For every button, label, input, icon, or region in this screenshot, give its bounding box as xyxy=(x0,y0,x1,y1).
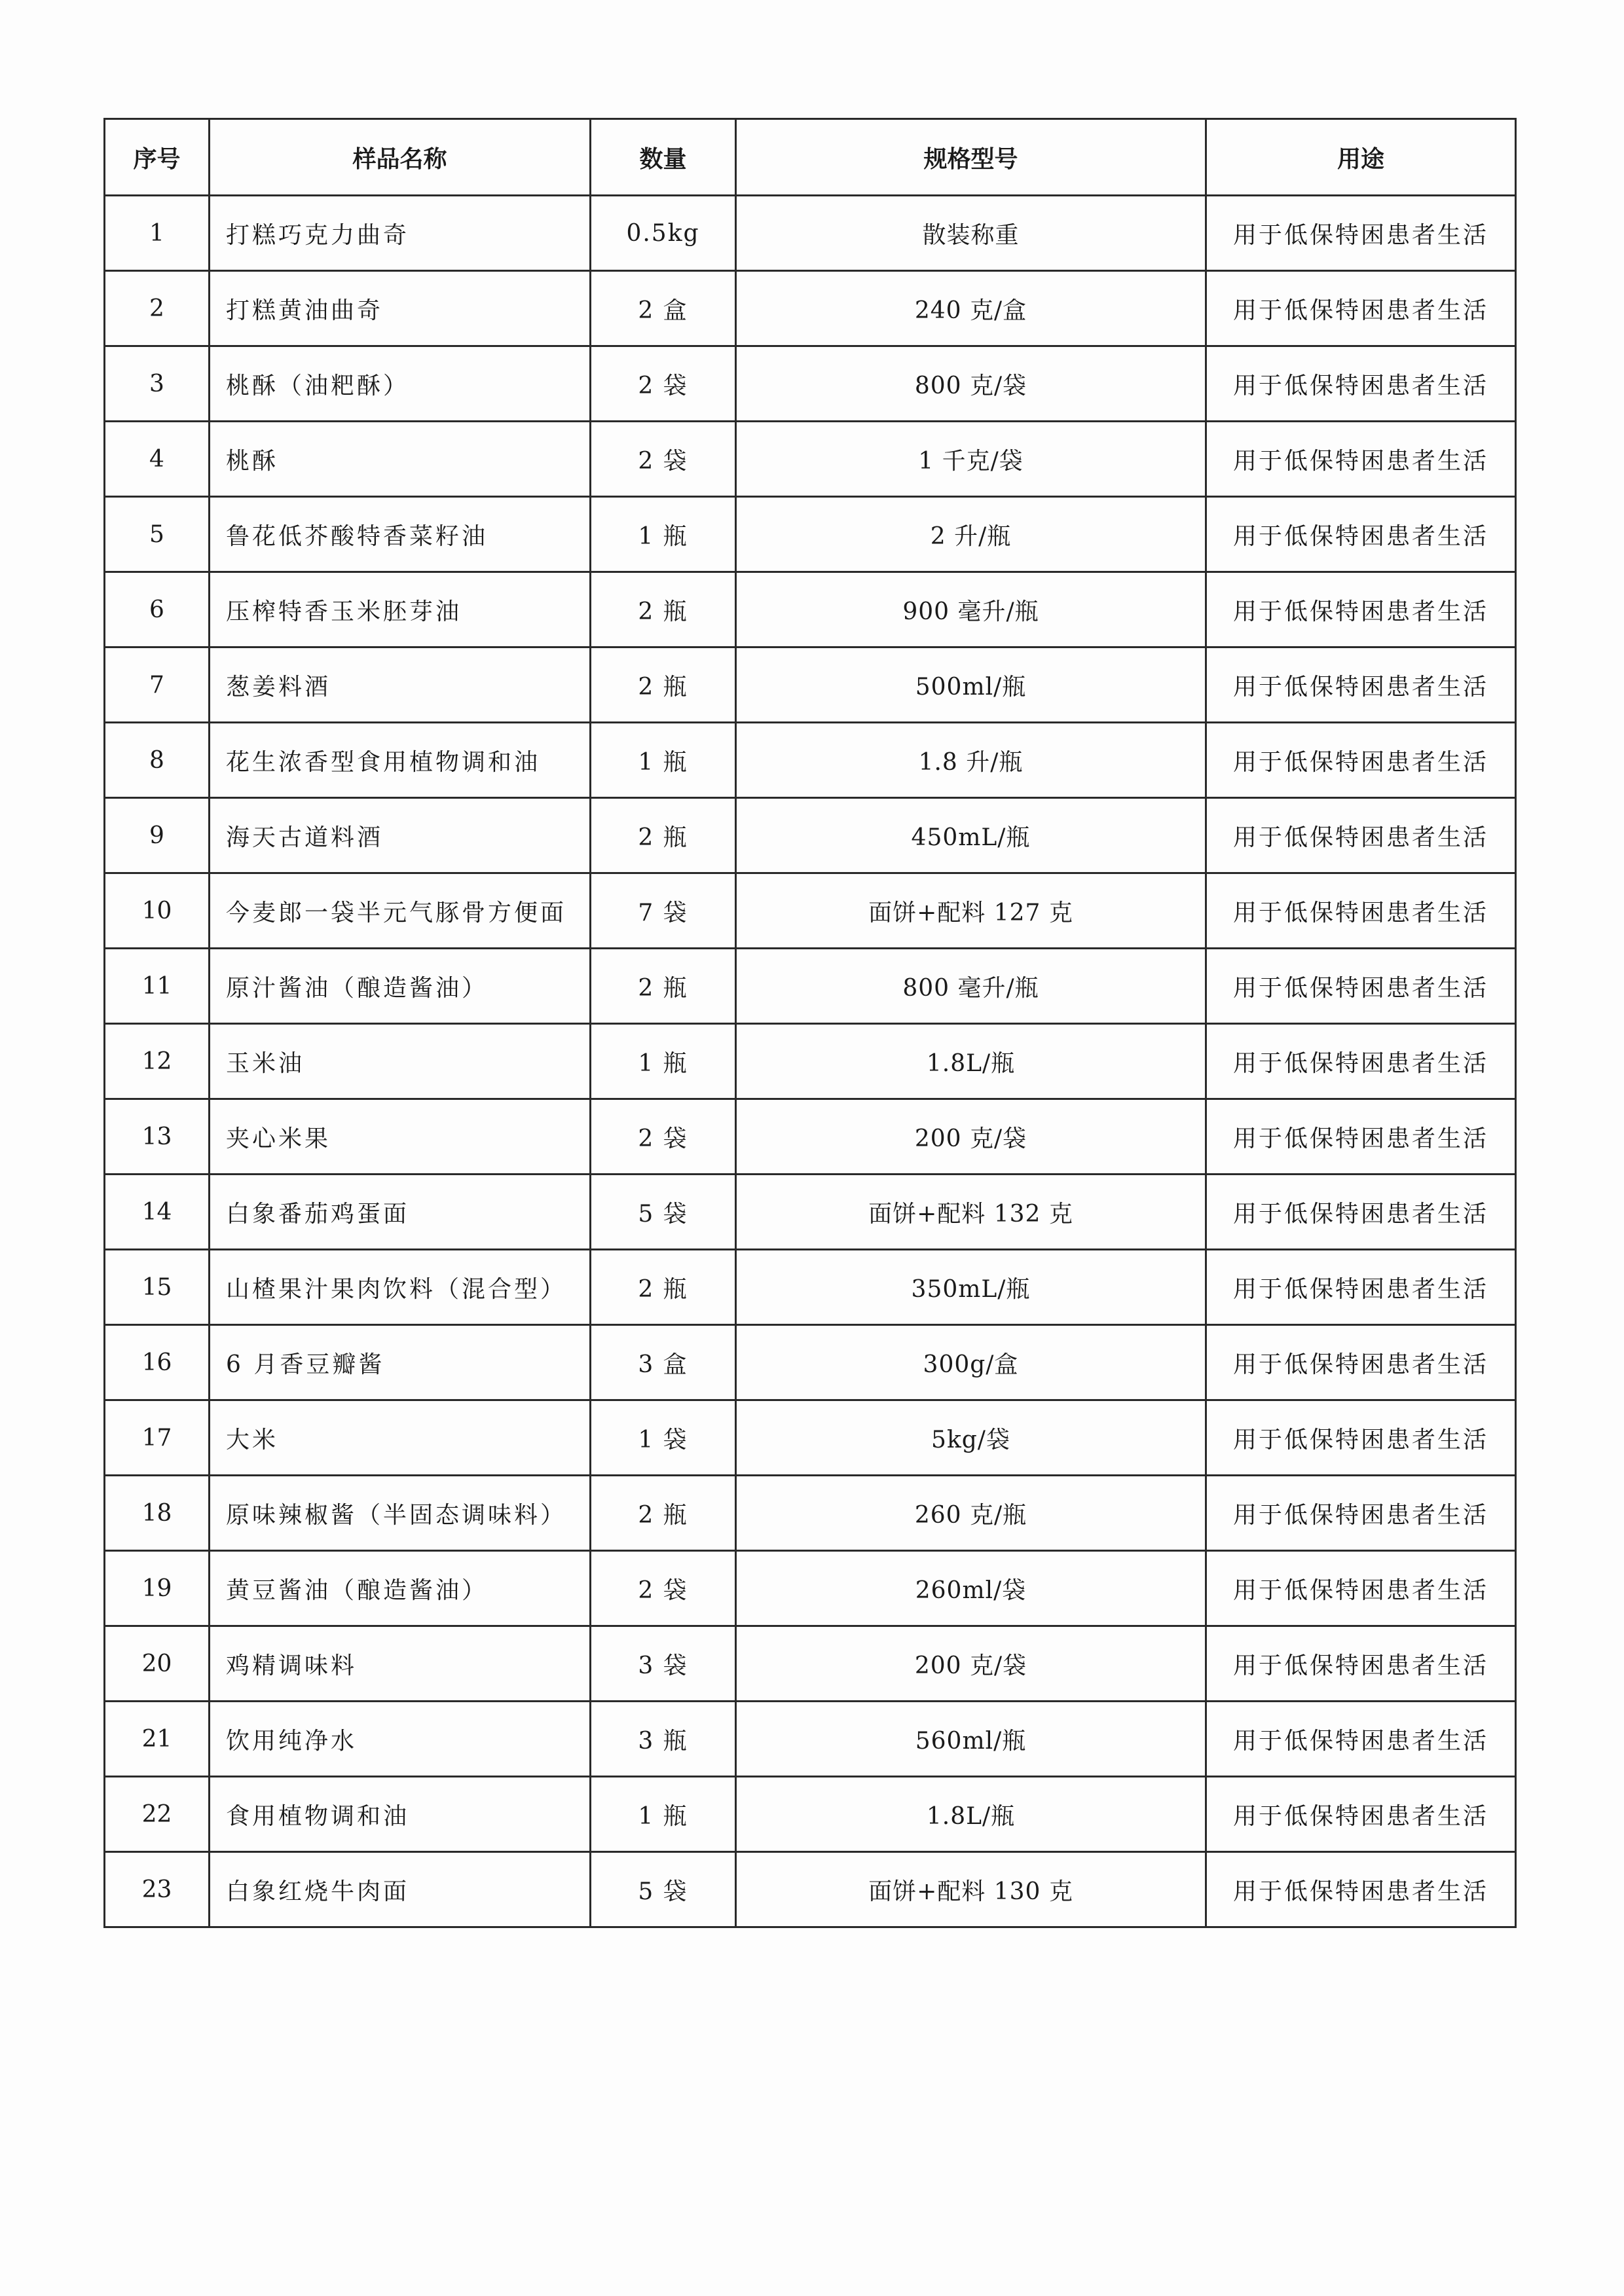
cell-index: 1 xyxy=(105,196,210,271)
table-row xyxy=(105,873,1516,949)
cell-sample-name: 打糕黄油曲奇 xyxy=(210,271,591,346)
cell-usage: 用于低保特困患者生活 xyxy=(1206,1551,1516,1626)
cell-quantity: 1 瓶 xyxy=(591,1024,736,1099)
table-row xyxy=(105,1099,1516,1175)
cell-quantity: 2 瓶 xyxy=(591,572,736,647)
cell-spec: 200 克/袋 xyxy=(736,1626,1206,1702)
cell-sample-name: 白象红烧牛肉面 xyxy=(210,1852,591,1927)
cell-index: 4 xyxy=(105,422,210,497)
table-row xyxy=(105,723,1516,798)
cell-spec: 450mL/瓶 xyxy=(736,798,1206,873)
table-row xyxy=(105,1551,1516,1626)
cell-usage: 用于低保特困患者生活 xyxy=(1206,1852,1516,1927)
table-row xyxy=(105,1476,1516,1551)
table-row xyxy=(105,647,1516,723)
cell-quantity: 3 盒 xyxy=(591,1325,736,1400)
cell-usage: 用于低保特困患者生活 xyxy=(1206,346,1516,422)
header-sample-name: 样品名称 xyxy=(210,119,591,196)
cell-spec: 350mL/瓶 xyxy=(736,1250,1206,1325)
cell-spec: 面饼+配料 127 克 xyxy=(736,873,1206,949)
cell-spec: 800 毫升/瓶 xyxy=(736,949,1206,1024)
cell-quantity: 1 瓶 xyxy=(591,1777,736,1852)
cell-spec: 1 千克/袋 xyxy=(736,422,1206,497)
header-usage: 用途 xyxy=(1206,119,1516,196)
cell-sample-name: 白象番茄鸡蛋面 xyxy=(210,1175,591,1250)
cell-quantity: 2 袋 xyxy=(591,422,736,497)
cell-quantity: 7 袋 xyxy=(591,873,736,949)
cell-sample-name: 原味辣椒酱（半固态调味料） xyxy=(210,1476,591,1551)
cell-index: 12 xyxy=(105,1024,210,1099)
table-row xyxy=(105,1626,1516,1702)
cell-spec: 面饼+配料 130 克 xyxy=(736,1852,1206,1927)
cell-sample-name: 桃酥 xyxy=(210,422,591,497)
cell-usage: 用于低保特困患者生活 xyxy=(1206,1777,1516,1852)
cell-sample-name: 今麦郎一袋半元气豚骨方便面 xyxy=(210,873,591,949)
cell-usage: 用于低保特困患者生活 xyxy=(1206,1175,1516,1250)
cell-sample-name: 海天古道料酒 xyxy=(210,798,591,873)
cell-usage: 用于低保特困患者生活 xyxy=(1206,723,1516,798)
cell-quantity: 1 瓶 xyxy=(591,497,736,572)
cell-spec: 560ml/瓶 xyxy=(736,1702,1206,1777)
cell-sample-name: 鸡精调味料 xyxy=(210,1626,591,1702)
header-spec: 规格型号 xyxy=(736,119,1206,196)
cell-spec: 800 克/袋 xyxy=(736,346,1206,422)
table-row xyxy=(105,1702,1516,1777)
cell-quantity: 2 瓶 xyxy=(591,1250,736,1325)
cell-quantity: 1 瓶 xyxy=(591,723,736,798)
cell-usage: 用于低保特困患者生活 xyxy=(1206,1626,1516,1702)
cell-usage: 用于低保特困患者生活 xyxy=(1206,1702,1516,1777)
cell-index: 13 xyxy=(105,1099,210,1175)
table-body xyxy=(105,196,1516,1927)
header-index: 序号 xyxy=(105,119,210,196)
cell-index: 18 xyxy=(105,1476,210,1551)
cell-quantity: 1 袋 xyxy=(591,1400,736,1476)
cell-sample-name: 6 月香豆瓣酱 xyxy=(210,1325,591,1400)
cell-quantity: 2 袋 xyxy=(591,1551,736,1626)
table-row xyxy=(105,422,1516,497)
cell-usage: 用于低保特困患者生活 xyxy=(1206,497,1516,572)
cell-sample-name: 葱姜料酒 xyxy=(210,647,591,723)
cell-quantity: 0.5kg xyxy=(591,196,736,271)
cell-sample-name: 大米 xyxy=(210,1400,591,1476)
cell-index: 11 xyxy=(105,949,210,1024)
cell-usage: 用于低保特困患者生活 xyxy=(1206,271,1516,346)
cell-spec: 200 克/袋 xyxy=(736,1099,1206,1175)
cell-quantity: 2 袋 xyxy=(591,346,736,422)
cell-spec: 1.8L/瓶 xyxy=(736,1024,1206,1099)
cell-index: 2 xyxy=(105,271,210,346)
cell-sample-name: 鲁花低芥酸特香菜籽油 xyxy=(210,497,591,572)
cell-spec: 散装称重 xyxy=(736,196,1206,271)
cell-spec: 300g/盒 xyxy=(736,1325,1206,1400)
cell-spec: 240 克/盒 xyxy=(736,271,1206,346)
cell-usage: 用于低保特困患者生活 xyxy=(1206,196,1516,271)
cell-quantity: 2 袋 xyxy=(591,1099,736,1175)
cell-usage: 用于低保特困患者生活 xyxy=(1206,572,1516,647)
cell-index: 22 xyxy=(105,1777,210,1852)
cell-quantity: 3 瓶 xyxy=(591,1702,736,1777)
cell-index: 14 xyxy=(105,1175,210,1250)
cell-sample-name: 桃酥（油粑酥） xyxy=(210,346,591,422)
cell-quantity: 5 袋 xyxy=(591,1175,736,1250)
cell-index: 10 xyxy=(105,873,210,949)
table-row xyxy=(105,346,1516,422)
cell-index: 17 xyxy=(105,1400,210,1476)
table-row xyxy=(105,1250,1516,1325)
cell-usage: 用于低保特困患者生活 xyxy=(1206,1325,1516,1400)
cell-quantity: 3 袋 xyxy=(591,1626,736,1702)
cell-sample-name: 玉米油 xyxy=(210,1024,591,1099)
table-row xyxy=(105,497,1516,572)
cell-spec: 1.8L/瓶 xyxy=(736,1777,1206,1852)
cell-usage: 用于低保特困患者生活 xyxy=(1206,949,1516,1024)
cell-index: 15 xyxy=(105,1250,210,1325)
cell-usage: 用于低保特困患者生活 xyxy=(1206,873,1516,949)
cell-spec: 900 毫升/瓶 xyxy=(736,572,1206,647)
cell-index: 21 xyxy=(105,1702,210,1777)
table-row xyxy=(105,196,1516,271)
table-row xyxy=(105,1325,1516,1400)
cell-usage: 用于低保特困患者生活 xyxy=(1206,422,1516,497)
cell-spec: 500ml/瓶 xyxy=(736,647,1206,723)
cell-sample-name: 食用植物调和油 xyxy=(210,1777,591,1852)
cell-quantity: 2 盒 xyxy=(591,271,736,346)
table-row xyxy=(105,949,1516,1024)
table-row xyxy=(105,1852,1516,1927)
cell-sample-name: 夹心米果 xyxy=(210,1099,591,1175)
table-row xyxy=(105,798,1516,873)
cell-usage: 用于低保特困患者生活 xyxy=(1206,798,1516,873)
cell-sample-name: 饮用纯净水 xyxy=(210,1702,591,1777)
cell-index: 16 xyxy=(105,1325,210,1400)
sample-table xyxy=(103,118,1517,1928)
table-row xyxy=(105,1777,1516,1852)
cell-spec: 1.8 升/瓶 xyxy=(736,723,1206,798)
cell-quantity: 2 瓶 xyxy=(591,949,736,1024)
cell-usage: 用于低保特困患者生活 xyxy=(1206,1400,1516,1476)
cell-usage: 用于低保特困患者生活 xyxy=(1206,1250,1516,1325)
cell-index: 7 xyxy=(105,647,210,723)
cell-sample-name: 压榨特香玉米胚芽油 xyxy=(210,572,591,647)
table-row xyxy=(105,1024,1516,1099)
cell-usage: 用于低保特困患者生活 xyxy=(1206,1024,1516,1099)
cell-sample-name: 黄豆酱油（酿造酱油） xyxy=(210,1551,591,1626)
table-row xyxy=(105,271,1516,346)
cell-quantity: 2 瓶 xyxy=(591,798,736,873)
cell-quantity: 2 瓶 xyxy=(591,1476,736,1551)
cell-sample-name: 花生浓香型食用植物调和油 xyxy=(210,723,591,798)
cell-spec: 面饼+配料 132 克 xyxy=(736,1175,1206,1250)
cell-sample-name: 山楂果汁果肉饮料（混合型） xyxy=(210,1250,591,1325)
cell-spec: 2 升/瓶 xyxy=(736,497,1206,572)
cell-quantity: 5 袋 xyxy=(591,1852,736,1927)
table-header-row xyxy=(105,119,1516,196)
cell-index: 20 xyxy=(105,1626,210,1702)
table-row xyxy=(105,572,1516,647)
cell-index: 8 xyxy=(105,723,210,798)
cell-usage: 用于低保特困患者生活 xyxy=(1206,1476,1516,1551)
cell-index: 19 xyxy=(105,1551,210,1626)
cell-usage: 用于低保特困患者生活 xyxy=(1206,647,1516,723)
cell-spec: 260 克/瓶 xyxy=(736,1476,1206,1551)
cell-index: 9 xyxy=(105,798,210,873)
header-quantity: 数量 xyxy=(591,119,736,196)
cell-spec: 260ml/袋 xyxy=(736,1551,1206,1626)
cell-spec: 5kg/袋 xyxy=(736,1400,1206,1476)
cell-index: 3 xyxy=(105,346,210,422)
cell-index: 6 xyxy=(105,572,210,647)
cell-index: 5 xyxy=(105,497,210,572)
cell-usage: 用于低保特困患者生活 xyxy=(1206,1099,1516,1175)
cell-sample-name: 原汁酱油（酿造酱油） xyxy=(210,949,591,1024)
cell-quantity: 2 瓶 xyxy=(591,647,736,723)
table-row xyxy=(105,1400,1516,1476)
sample-table-container xyxy=(103,118,1515,1928)
cell-sample-name: 打糕巧克力曲奇 xyxy=(210,196,591,271)
table-row xyxy=(105,1175,1516,1250)
cell-index: 23 xyxy=(105,1852,210,1927)
